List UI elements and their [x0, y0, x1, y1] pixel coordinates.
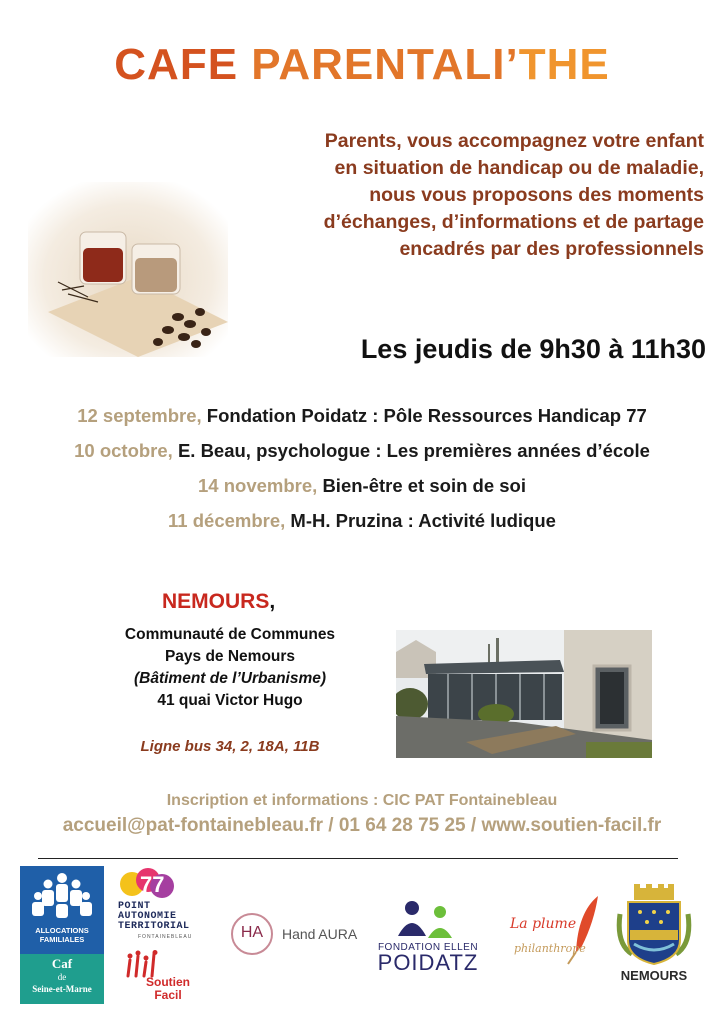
session-list: [0, 398, 724, 538]
address-line: 41 quai Victor Hugo: [157, 692, 303, 709]
schedule-time: Les jeudis de 9h30 à 11h30: [360, 334, 706, 364]
coffee-tea-image: [28, 182, 228, 357]
caf-af-line: ALLOCATIONS: [35, 926, 89, 935]
session-topic: Fondation Poidatz : Pôle Ressources Handicap 77: [206, 405, 647, 426]
page-title: [0, 40, 724, 90]
plume-philanthrope-logo: [506, 892, 606, 972]
city-comma: ,: [269, 590, 276, 613]
title-part-cafe: CAFE: [114, 40, 252, 89]
pat-line: AUTONOMIE: [118, 911, 177, 922]
nemours-logo-text: NEMOURS: [620, 968, 688, 983]
caf-name: Caf: [51, 956, 73, 971]
address-line: Communauté de Communes: [124, 626, 336, 643]
plume-line: philanthrope: [514, 942, 586, 955]
session-topic: M-H. Pruzina : Activité ludique: [290, 510, 556, 531]
handaura-mark: HA: [240, 924, 264, 941]
handaura-logo: [228, 910, 368, 958]
plume-line: La plume: [510, 916, 577, 932]
intro-line: encadrés par des professionnels: [399, 238, 704, 260]
pat-line: POINT: [118, 901, 151, 912]
session-item: [0, 433, 724, 468]
family-icon: [20, 866, 104, 926]
soutien-facil-logo: [120, 950, 204, 1006]
contact-line: accueil@pat-fontainebleau.fr / 01 64 28 75 25 / www.soutien-facil.fr: [62, 815, 662, 836]
city-name: NEMOURS: [162, 590, 270, 613]
bus-lines: Ligne bus 34, 2, 18A, 11B: [140, 738, 320, 755]
title-part-the: THE: [518, 40, 610, 89]
pat-line: TERRITORIAL: [118, 921, 190, 932]
building-photo: [396, 630, 652, 758]
session-date: 14 novembre,: [198, 475, 323, 496]
session-date: 11 décembre,: [168, 510, 291, 531]
session-item: [0, 398, 724, 433]
session-item: [0, 503, 724, 538]
location-city: [162, 590, 275, 614]
address-line: Pays de Nemours: [164, 648, 296, 665]
location-address: [80, 624, 380, 712]
pat-mark-icon: [118, 866, 178, 902]
fondation-name: POIDATZ: [377, 950, 479, 975]
session-item: [0, 468, 724, 503]
title-part-parentali: PARENTALI’: [251, 40, 519, 89]
intro-line: en situation de handicap ou de maladie,: [334, 157, 704, 179]
session-date: 12 septembre,: [77, 405, 207, 426]
divider: [38, 858, 678, 859]
soutien-line: Facil: [154, 988, 182, 1002]
intro-line: d’échanges, d’informations et de partage: [323, 211, 704, 233]
caf-logo: [20, 866, 104, 1004]
session-topic: E. Beau, psychologue : Les premières années d’école: [177, 440, 650, 461]
caf-de: de: [57, 972, 67, 982]
intro-line: nous vous proposons des moments: [369, 184, 704, 206]
intro-line: Parents, vous accompagnez votre enfant: [324, 130, 704, 152]
soutien-line: Soutien: [146, 975, 190, 989]
pat-logo: [118, 866, 208, 952]
pat-sub: FONTAINEBLEAU: [138, 934, 193, 940]
caf-af-line: FAMILIALES: [39, 935, 85, 944]
fondation-figures-icon: [368, 896, 488, 942]
session-topic: Bien-être et soin de soi: [322, 475, 526, 496]
address-line: (Bâtiment de l’Urbanisme): [133, 670, 327, 687]
session-date: 10 octobre,: [74, 440, 178, 461]
caf-af-text: [20, 926, 104, 944]
svg-text:77: 77: [140, 872, 165, 897]
caf-department: Seine-et-Marne: [32, 984, 92, 994]
fondation-line: FONDATION ELLEN: [377, 942, 479, 953]
handaura-text: Hand AURA: [282, 926, 358, 942]
soutien-facil-text: [146, 976, 190, 1002]
registration-info: Inscription et informations : CIC PAT Fontainebleau: [166, 792, 558, 809]
feather-icon: [506, 892, 606, 972]
fondation-poidatz-logo: [368, 896, 488, 976]
intro-text: [184, 128, 704, 263]
